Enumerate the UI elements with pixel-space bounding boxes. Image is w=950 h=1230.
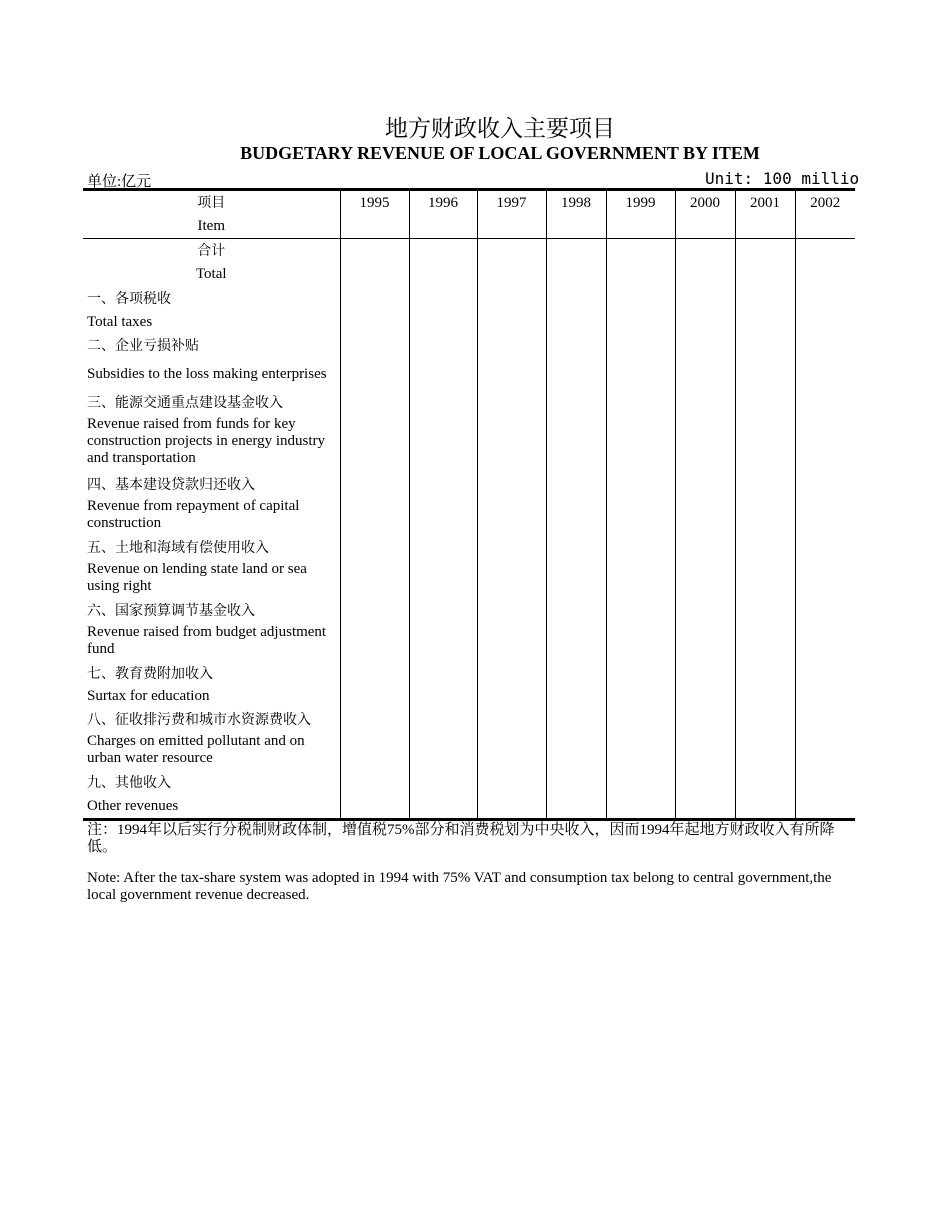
item-header-cn: 项目 <box>197 195 226 211</box>
value-cell <box>546 599 606 662</box>
row-label-cn: 六、国家预算调节基金收入 <box>87 602 255 619</box>
row-label-en: Total taxes <box>87 313 153 330</box>
value-cell <box>340 473 409 536</box>
year-header: 1997 <box>477 190 546 239</box>
year-header: 1995 <box>340 190 409 239</box>
value-cell <box>675 771 735 820</box>
value-cell <box>340 599 409 662</box>
value-cell <box>795 389 855 473</box>
row-label-other <box>83 771 340 820</box>
value-cell <box>477 239 546 287</box>
value-cell <box>477 334 546 389</box>
row-label-en: Revenue on lending state land or sea using right <box>87 560 307 594</box>
item-header-en: Item <box>197 218 225 234</box>
value-cell <box>735 287 795 334</box>
row-label-cn: 四、基本建设贷款归还收入 <box>87 476 255 493</box>
value-cell <box>795 771 855 820</box>
page-title-english: BUDGETARY REVENUE OF LOCAL GOVERNMENT BY ITEM <box>240 143 760 163</box>
value-cell <box>477 599 546 662</box>
year-header: 1999 <box>606 190 675 239</box>
table-header-row <box>83 190 855 239</box>
row-label-cn: 一、各项税收 <box>87 290 171 307</box>
value-cell <box>606 334 675 389</box>
table-row <box>83 287 855 334</box>
value-cell <box>546 287 606 334</box>
value-cell <box>606 287 675 334</box>
value-cell <box>735 536 795 599</box>
row-label-cn: 八、征收排污费和城市水资源费收入 <box>87 711 311 728</box>
value-cell <box>409 662 477 708</box>
value-cell <box>546 662 606 708</box>
value-cell <box>606 473 675 536</box>
unit-label-chinese: 单位:亿元 <box>87 174 152 190</box>
value-cell <box>477 287 546 334</box>
value-cell <box>409 287 477 334</box>
table-row <box>83 536 855 599</box>
value-cell <box>606 662 675 708</box>
value-cell <box>477 536 546 599</box>
table-row <box>83 662 855 708</box>
row-label-cn: 三、能源交通重点建设基金收入 <box>87 394 283 411</box>
value-cell <box>477 771 546 820</box>
value-cell <box>795 473 855 536</box>
year-header: 2000 <box>675 190 735 239</box>
row-label-en: Revenue from repayment of capital construction <box>87 497 300 531</box>
footnote-english: Note: After the tax-share system was adopted in 1994 with 75% VAT and consumption tax belong to central government,the local government revenue decreased. <box>87 870 832 903</box>
row-label-energy-funds <box>83 389 340 473</box>
value-cell <box>795 287 855 334</box>
value-cell <box>340 708 409 771</box>
year-header: 2002 <box>795 190 855 239</box>
row-label-en: Subsidies to the loss making enterprises <box>87 365 327 382</box>
value-cell <box>735 334 795 389</box>
table-row <box>83 334 855 389</box>
page-title-chinese: 地方财政收入主要项目 <box>385 116 615 142</box>
value-cell <box>409 239 477 287</box>
value-cell <box>340 287 409 334</box>
value-cell <box>546 708 606 771</box>
row-label-taxes <box>83 287 340 334</box>
table-row <box>83 599 855 662</box>
value-cell <box>606 771 675 820</box>
value-cell <box>675 239 735 287</box>
value-cell <box>795 662 855 708</box>
year-header: 1998 <box>546 190 606 239</box>
row-label-cn: 二、企业亏损补贴 <box>87 337 199 354</box>
unit-label-english: Unit: 100 millio <box>705 169 860 188</box>
value-cell <box>735 389 795 473</box>
value-cell <box>675 662 735 708</box>
value-cell <box>340 662 409 708</box>
value-cell <box>675 334 735 389</box>
row-label-total <box>83 239 340 287</box>
value-cell <box>675 287 735 334</box>
value-cell <box>477 708 546 771</box>
value-cell <box>795 708 855 771</box>
value-cell <box>795 239 855 287</box>
value-cell <box>477 389 546 473</box>
value-cell <box>606 389 675 473</box>
value-cell <box>675 599 735 662</box>
row-label-subsidies <box>83 334 340 389</box>
value-cell <box>546 389 606 473</box>
value-cell <box>340 536 409 599</box>
value-cell <box>735 473 795 536</box>
value-cell <box>795 334 855 389</box>
row-label-en: Revenue raised from funds for key construction projects in energy industry and transportation <box>87 415 326 466</box>
value-cell <box>409 536 477 599</box>
revenue-table <box>83 188 855 821</box>
row-label-pollutant <box>83 708 340 771</box>
value-cell <box>477 473 546 536</box>
row-label-cn: 五、土地和海域有偿使用收入 <box>87 539 269 556</box>
row-label-cn: 七、教育费附加收入 <box>87 665 213 682</box>
value-cell <box>606 708 675 771</box>
value-cell <box>675 389 735 473</box>
row-label-en: Revenue raised from budget adjustment fund <box>87 623 327 657</box>
table-row <box>83 473 855 536</box>
value-cell <box>606 239 675 287</box>
value-cell <box>340 771 409 820</box>
row-label-cn: 合计 <box>197 243 226 259</box>
value-cell <box>546 771 606 820</box>
row-label-education <box>83 662 340 708</box>
value-cell <box>606 536 675 599</box>
value-cell <box>546 473 606 536</box>
footnote-chinese: 注：1994年以后实行分税制财政体制，增值税75%部分和消费税划为中央收入，因而1994年起地方财政收入有所降低。 <box>87 822 835 855</box>
table-row <box>83 708 855 771</box>
value-cell <box>340 334 409 389</box>
value-cell <box>409 771 477 820</box>
value-cell <box>409 599 477 662</box>
year-header: 1996 <box>409 190 477 239</box>
row-label-en: Other revenues <box>87 797 179 814</box>
value-cell <box>795 599 855 662</box>
value-cell <box>735 239 795 287</box>
value-cell <box>546 239 606 287</box>
value-cell <box>675 473 735 536</box>
table-row <box>83 389 855 473</box>
value-cell <box>546 334 606 389</box>
value-cell <box>340 239 409 287</box>
value-cell <box>409 389 477 473</box>
row-label-cn: 九、其他收入 <box>87 774 171 791</box>
value-cell <box>675 708 735 771</box>
value-cell <box>735 708 795 771</box>
row-label-budget-adjustment <box>83 599 340 662</box>
value-cell <box>409 334 477 389</box>
value-cell <box>477 662 546 708</box>
value-cell <box>606 599 675 662</box>
row-label-en: Charges on emitted pollutant and on urban water resource <box>87 732 305 766</box>
table-row <box>83 771 855 820</box>
item-column-header <box>83 190 340 239</box>
value-cell <box>675 536 735 599</box>
value-cell <box>409 708 477 771</box>
value-cell <box>795 536 855 599</box>
value-cell <box>735 662 795 708</box>
value-cell <box>735 771 795 820</box>
value-cell <box>409 473 477 536</box>
value-cell <box>340 389 409 473</box>
row-label-capital-construction <box>83 473 340 536</box>
row-label-land-sea <box>83 536 340 599</box>
value-cell <box>735 599 795 662</box>
row-label-en: Total <box>195 266 227 282</box>
year-header: 2001 <box>735 190 795 239</box>
value-cell <box>546 536 606 599</box>
row-label-en: Surtax for education <box>87 687 210 704</box>
table-row <box>83 239 855 287</box>
